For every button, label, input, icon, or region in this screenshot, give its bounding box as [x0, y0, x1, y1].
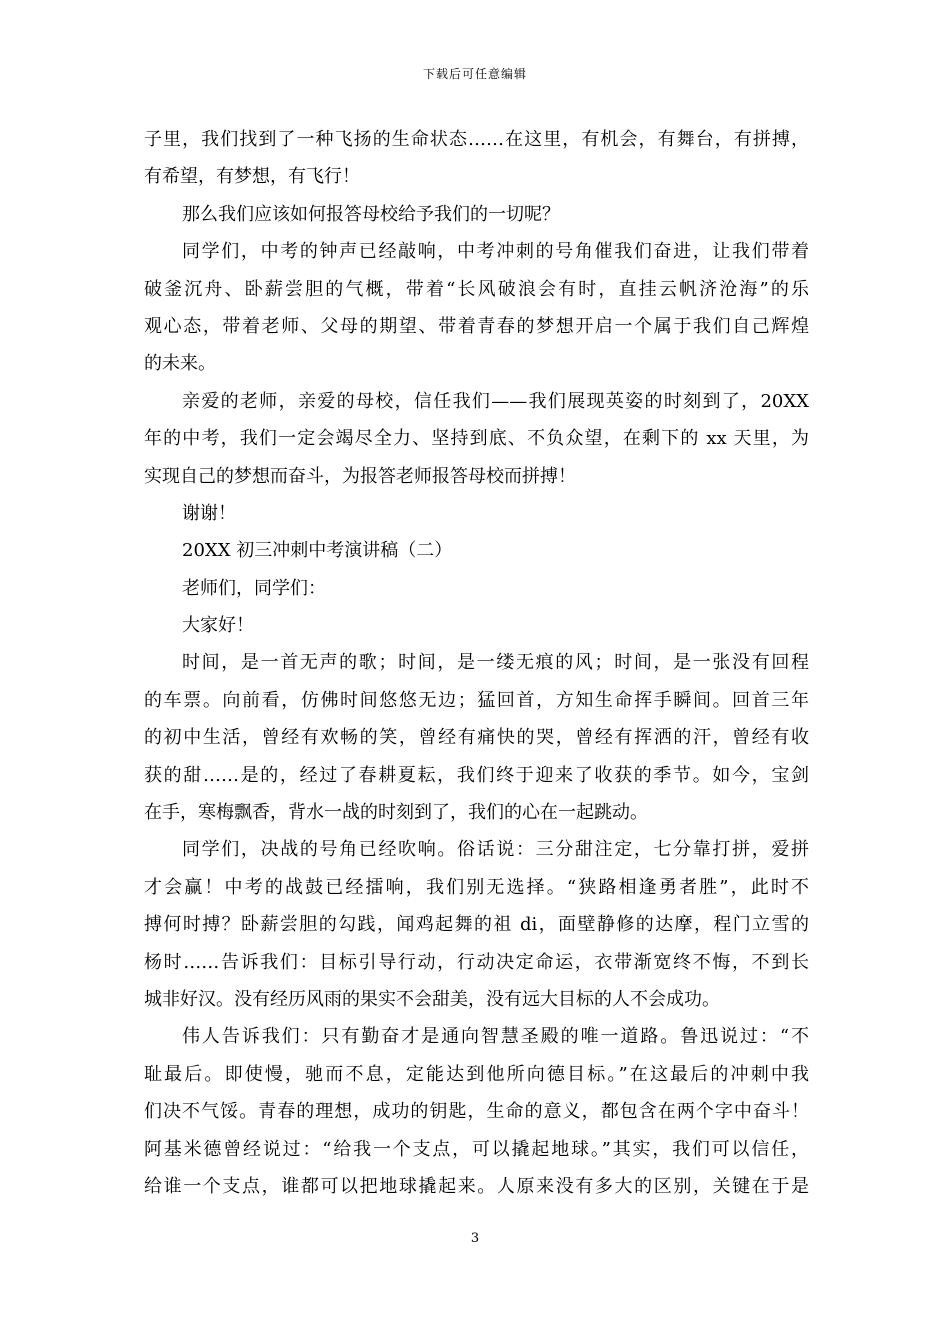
text-line: 阿基米德曾经说过：“给我一个支点，可以撬起地球。”其实，我们可以信任， — [144, 1138, 809, 1160]
text-line: 的初中生活，曾经有欢畅的笑，曾经有痛快的哭，曾经有挥洒的汗，曾经有收 — [144, 727, 809, 749]
text-line: 大家好！ — [182, 615, 254, 637]
text-line: 城非好汉。没有经历风雨的果实不会甜美，没有远大目标的人不会成功。 — [144, 988, 720, 1010]
text-line: 谢谢！ — [182, 502, 236, 524]
text-line: 给谁一个支点，谁都可以把地球撬起来。人原来没有多大的区别，关键在于是 — [144, 1175, 809, 1197]
text-line: 有希望，有梦想，有飞行！ — [144, 166, 360, 188]
text-line: 获的甜……是的，经过了春耕夏耘，我们终于迎来了收获的季节。如今，宝剑 — [144, 764, 809, 786]
text-line: 观心态，带着老师、父母的期望、带着青春的梦想开启一个属于我们自己辉煌 — [144, 315, 809, 337]
text-line: 搏何时搏？卧薪尝胆的勾践，闻鸡起舞的祖 di，面壁静修的达摩，程门立雪的 — [144, 914, 809, 936]
text-line: 破釜沉舟、卧薪尝胆的气概，带着“长风破浪会有时，直挂云帆济沧海”的乐 — [144, 278, 809, 300]
text-line: 们决不气馁。青春的理想，成功的钥匙，生命的意义，都包含在两个字中奋斗！ — [144, 1101, 809, 1123]
text-line: 的车票。向前看，仿佛时间悠悠无边；猛回首，方知生命挥手瞬间。回首三年 — [144, 689, 809, 711]
text-line: 老师们，同学们： — [182, 577, 326, 599]
text-line: 同学们，中考的钟声已经敲响，中考冲刺的号角催我们奋进，让我们带着 — [182, 241, 809, 263]
text-line: 杨时……告诉我们：目标引导行动，行动决定命运，衣带渐宽终不悔，不到长 — [144, 951, 809, 973]
text-line: 实现自己的梦想而奋斗，为报答老师报答母校而拼搏！ — [144, 465, 576, 487]
page-number: 3 — [470, 1231, 480, 1246]
text-line: 时间，是一首无声的歌；时间，是一缕无痕的风；时间，是一张没有回程 — [182, 652, 809, 674]
section-title: 20XX 初三冲刺中考演讲稿（二） — [182, 540, 453, 562]
document-body — [144, 121, 809, 1205]
page-header: 下载后可任意编辑 — [422, 67, 527, 81]
text-line: 才会赢！中考的战鼓已经擂响，我们别无选择。“狭路相逢勇者胜”，此时不 — [144, 876, 809, 898]
text-line: 子里，我们找到了一种飞扬的生命状态……在这里，有机会，有舞台，有拼搏， — [144, 129, 809, 150]
text-line: 在手，寒梅飘香，背水一战的时刻到了，我们的心在一起跳动。 — [144, 802, 648, 824]
text-line: 伟人告诉我们：只有勤奋才是通向智慧圣殿的唯一道路。鲁迅说过：“不 — [182, 1026, 809, 1048]
text-line: 的未来。 — [144, 353, 216, 375]
text-line: 同学们，决战的号角已经吹响。俗话说：三分甜注定，七分靠打拼，爱拼 — [182, 839, 809, 861]
text-line: 那么我们应该如何报答母校给予我们的一切呢？ — [182, 203, 560, 225]
text-line: 亲爱的老师，亲爱的母校，信任我们——我们展现英姿的时刻到了，20XX — [182, 390, 809, 412]
text-line: 耻最后。即使慢，驰而不息，定能达到他所向德目标。”在这最后的冲刺中我 — [144, 1063, 809, 1085]
text-line: 年的中考，我们一定会竭尽全力、坚持到底、不负众望，在剩下的 xx 天里，为 — [144, 428, 809, 450]
